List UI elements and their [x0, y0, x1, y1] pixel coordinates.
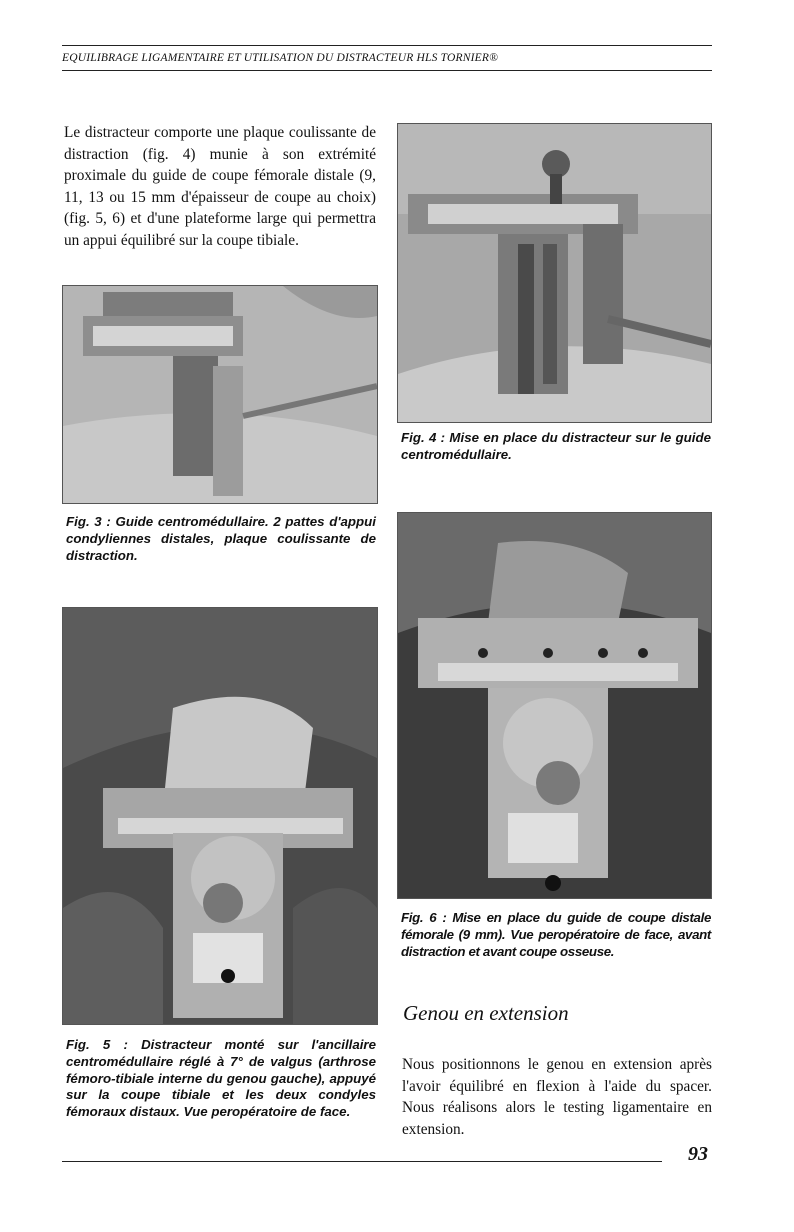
- figure-6-caption: Fig. 6 : Mise en place du guide de coupe distale fémorale (9 mm). Vue peropératoire de face, avant distraction et avant coupe osseuse.: [401, 910, 711, 959]
- section-title: Genou en extension: [403, 1001, 569, 1025]
- header-bottom-rule: [62, 70, 712, 71]
- footer-rule: [62, 1161, 662, 1162]
- running-header: EQUILIBRAGE LIGAMENTAIRE ET UTILISATION DU DISTRACTEUR HLS TORNIER®: [62, 52, 499, 64]
- figure-5-photo: [62, 607, 378, 1025]
- page-number: 93: [688, 1143, 708, 1165]
- figure-5-caption: Fig. 5 : Distracteur monté sur l'ancillaire centromédullaire réglé à 7° de valgus (arthrose fémoro-tibiale interne du genou gauche), appuyé sur la coupe tibiale et les deux condyles fémoraux distaux. Vue peropératoire de face.: [66, 1037, 376, 1120]
- figure-3-caption: Fig. 3 : Guide centromédullaire. 2 pattes d'appui condyliennes distales, plaque coulissante de distraction.: [66, 514, 376, 563]
- header-top-rule: [62, 45, 712, 46]
- section-paragraph: Nous positionnons le genou en extension après l'avoir équilibré en flexion à l'aide du spacer. Nous réalisons alors le testing ligamentaire en extension.: [402, 1056, 712, 1138]
- figure-3-photo: [62, 285, 378, 504]
- figure-4-photo: [397, 123, 712, 423]
- figure-6-photo: [397, 512, 712, 899]
- figure-4-caption: Fig. 4 : Mise en place du distracteur sur le guide centromédullaire.: [401, 430, 711, 462]
- intro-paragraph: Le distracteur comporte une plaque coulissante de distraction (fig. 4) munie à son extrémité proximale du guide de coupe fémorale distale (9, 11, 13 ou 15 mm d'épaisseur de coupe au choix) (fig. 5, 6) et d'une plateforme large qui permettra un appui équilibré sur la coupe tibiale.: [64, 124, 376, 249]
